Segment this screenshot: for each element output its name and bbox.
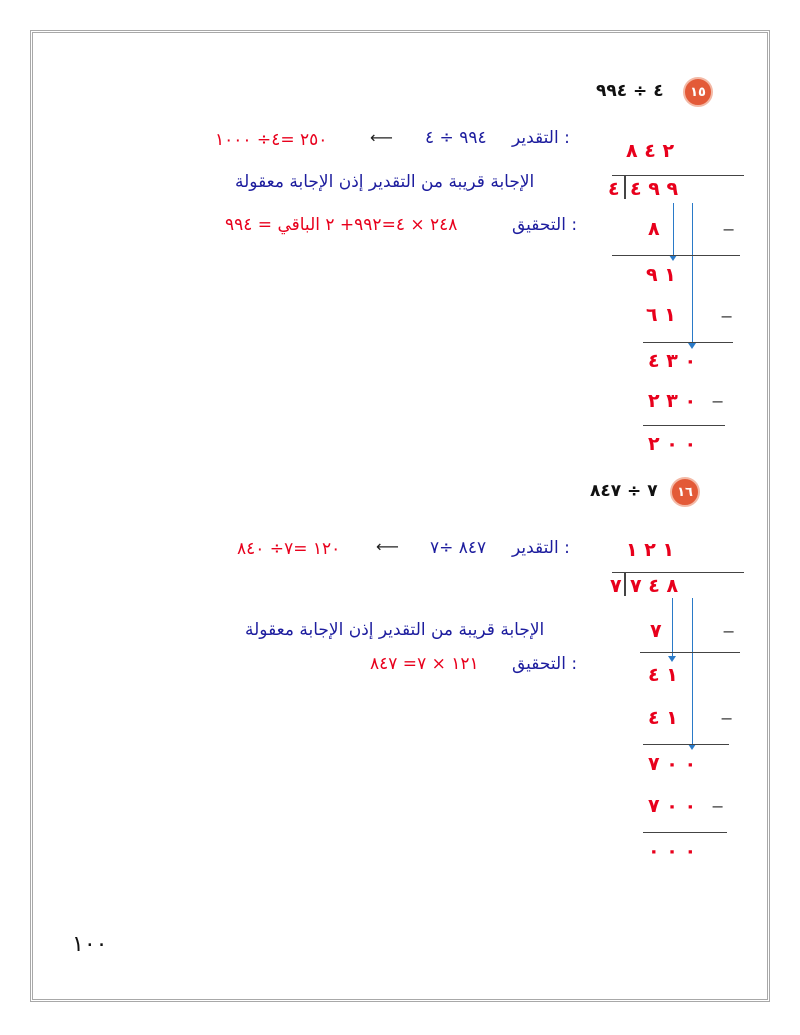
p16-check-label: التحقيق : [512,654,578,674]
p15-step-5: ٠ ٣ ٢ [648,390,697,412]
p16-estimate-label: التقدير : [512,538,570,558]
p16-minus-1: − [722,622,736,641]
p16-estimate-left: ٨٤٧ ÷٧ [430,538,487,558]
p15-line-2 [643,342,733,343]
p15-minus-2: − [720,307,734,326]
p15-estimate-right: ٢٥٠ =٤÷ ١٠٠٠ [215,130,328,150]
p15-arrow-left: ⟵ [370,128,393,147]
p16-step-1: ٧ [650,620,662,642]
p15-line-1 [612,255,740,256]
p15-minus-1: − [722,220,736,239]
problem-16-badge: ١٦ [670,477,700,507]
problem-15-expression: ٤ ÷ ٩٩٤ [596,81,664,101]
p16-line-3 [643,832,727,833]
p15-step-2: ١ ٩ [646,264,676,286]
p16-bracket [612,572,626,596]
p16-arrow-left: ⟵ [376,537,399,556]
p15-step-6: ٠ ٠ ٢ [648,433,697,455]
p16-check-expr: ١٢١ × ٧= ٨٤٧ [370,654,479,674]
p16-step-4: ٠ ٠ ٧ [648,753,697,775]
p15-step-1: ٨ [648,218,660,240]
p16-reasonable: الإجابة قريبة من التقدير إذن الإجابة معقولة [245,620,545,640]
p15-divisor: ٤ [608,178,620,200]
p15-minus-3: − [711,392,725,411]
p16-step-5: ٠ ٠ ٧ [648,795,697,817]
p16-step-6: ٠ ٠ ٠ [648,840,697,862]
p16-step-3: ١ ٤ [648,707,678,729]
p15-step-4: ٠ ٣ ٤ [648,350,697,372]
p15-quotient: ٢ ٤ ٨ [626,140,675,162]
p16-line-2 [643,744,729,745]
p15-arrow-2 [692,203,693,343]
p15-arrow-1 [673,203,674,255]
p16-dividend: ٨ ٤ ٧ [630,575,679,597]
page-number: ١٠٠ [72,932,108,957]
p16-divisor: ٧ [610,575,622,597]
problem-16-expression: ٧ ÷ ٨٤٧ [590,481,658,501]
p16-estimate-right: ١٢٠ =٧÷ ٨٤٠ [237,539,341,559]
p16-line-1 [640,652,740,653]
p15-division-bar [612,175,744,176]
p15-line-3 [643,425,725,426]
p15-estimate-label: التقدير : [512,128,570,148]
p15-estimate-left: ٩٩٤ ÷ ٤ [425,128,487,148]
p16-minus-3: − [711,797,725,816]
p15-reasonable: الإجابة قريبة من التقدير إذن الإجابة معقولة [235,172,535,192]
p15-check-label: التحقيق : [512,215,578,235]
p16-quotient: ١ ٢ ١ [626,539,675,561]
p16-arrow-1 [672,598,673,656]
p15-bracket [612,175,626,199]
p15-check-expr: ٢٤٨ × ٤=٩٩٢+ ٢ الباقي = ٩٩٤ [225,215,458,235]
p16-minus-2: − [720,709,734,728]
problem-15-badge: ١٥ [683,77,713,107]
p15-step-3: ١ ٦ [646,304,676,326]
p16-division-bar [612,572,744,573]
p16-step-2: ١ ٤ [648,664,678,686]
p15-dividend: ٩ ٩ ٤ [630,178,679,200]
p16-arrow-2 [692,598,693,744]
